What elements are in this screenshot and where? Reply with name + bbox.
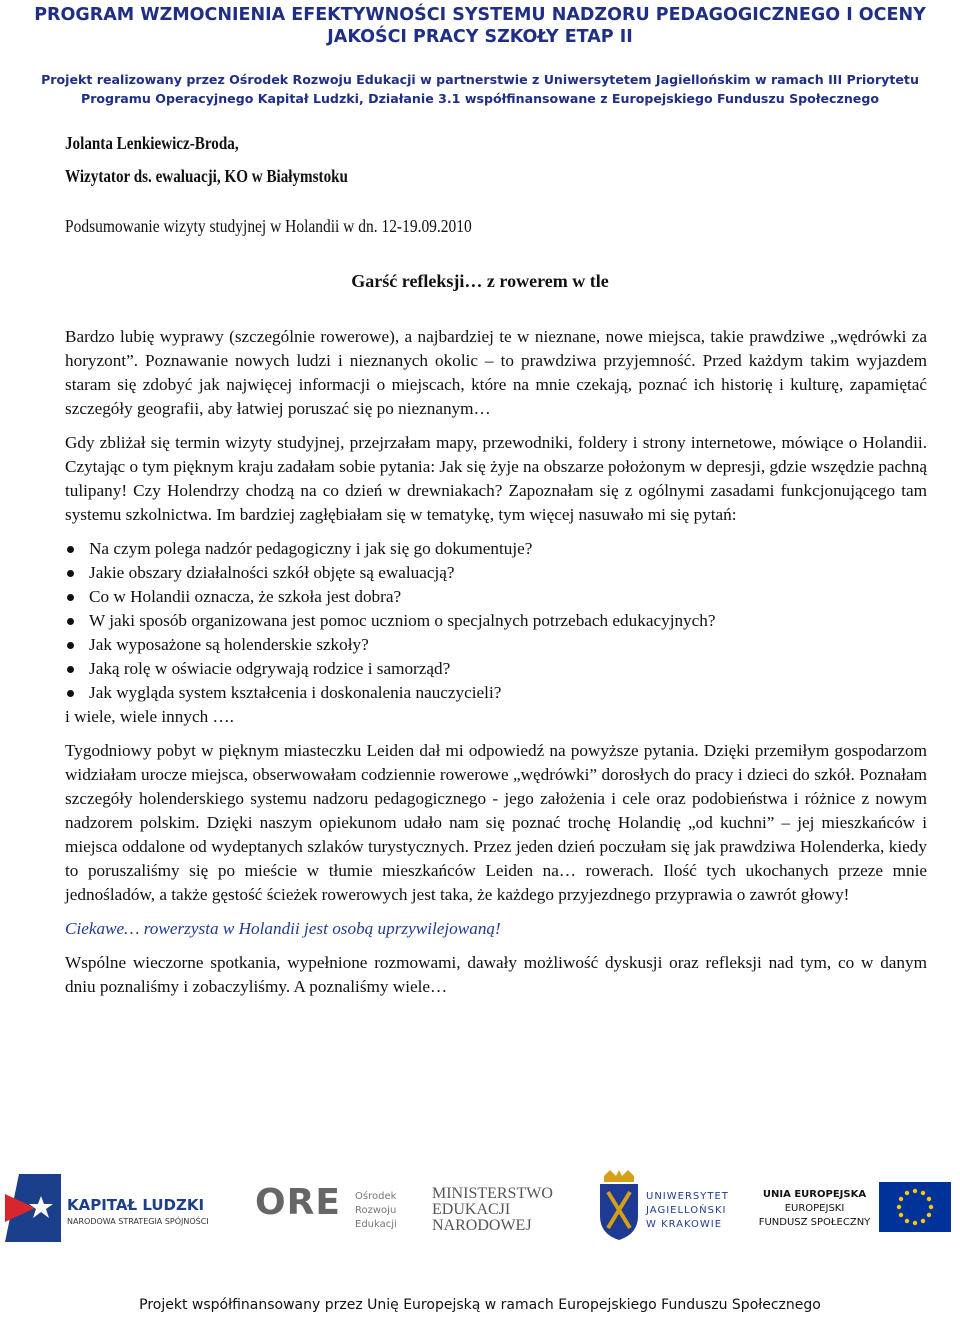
author-role: Wizytator ds. ewaluacji, KO w Białymstoku [65, 166, 348, 186]
list-item: Co w Holandii oznacza, że szkoła jest dobra? [65, 585, 927, 609]
eu-text [757, 1188, 872, 1230]
visit-summary: Podsumowanie wizyty studyjnej w Holandii w dn. 12-19.09.2010 [65, 216, 472, 236]
kapital-ludzki-emblem-icon [5, 1174, 61, 1242]
uj-text-line-2: JAGIELLOŃSKI [646, 1205, 727, 1216]
list-item: Jaką rolę w oświacie odgrywają rodzice i samorząd? [65, 657, 927, 681]
project-info [0, 70, 960, 108]
ore-text [355, 1190, 397, 1232]
uj-logo [598, 1168, 738, 1248]
list-item: Jakie obszary działalności szkół objęte są ewaluacją? [65, 561, 927, 585]
article-title: Garść refleksji… z rowerem w tle [351, 271, 609, 291]
author-block [65, 127, 348, 193]
paragraph-intro: Bardzo lubię wyprawy (szczególnie rowerowe), a najbardziej te w nieznane, nowe miejsca, takie prawdziwe „wędrówki za horyzont”. Poznawanie nowych ludzi i nieznanych okolic – to prawdziwa przyjemność. Przed każdym takim wyjazdem staram się zdobyć jak najwięcej informacji o miejscach, które na mnie czekają, poznać ich historię i kulturę, zapamiętać szczegóły geografii, aby łatwiej poruszać się po nieznanym… [65, 327, 927, 418]
ministry-text-line-2: EDUKACJI [432, 1201, 511, 1218]
paragraph-preparation: Gdy zbliżał się termin wizyty studyjnej, przejrzałam mapy, przewodniki, foldery i strony internetowe, mówiące o Holandii. Czytając o tym pięknym kraju zadałam sobie pytania: Jak się żyje na obszarze położonym w depresji, gdzie wszędzie pachną tulipany! Czy Holendrzy chodzą na co dzień w drewniakach? Zapoznałam się z ogólnymi zasadami funkcjonującego tam systemu szkolnictwa. Im bardziej zagłębiałam się w tematykę, tym więcej nasuwało mi się pytań: [65, 433, 927, 524]
eu-text-line-3: FUNDUSZ SPOŁECZNY [758, 1217, 871, 1228]
ore-mark: ORE [255, 1182, 341, 1223]
kapital-ludzki-title: KAPITAŁ LUDZKI [67, 1196, 205, 1214]
eu-text-line-1: UNIA EUROPEJSKA [762, 1189, 867, 1200]
uj-text [646, 1190, 729, 1232]
program-title-line-1: PROGRAM WZMOCNIENIA EFEKTYWNOŚCI SYSTEMU NADZORU PEDAGOGICZNEGO I OCENY [34, 5, 926, 25]
project-info-line-2: Programu Operacyjnego Kapitał Ludzki, Działanie 3.1 współfinansowane z Europejskiego Funduszu Społecznego [80, 91, 880, 106]
eu-flag-icon [879, 1182, 951, 1232]
eu-logo [757, 1168, 952, 1248]
program-title [0, 4, 960, 48]
list-item: Jak wyposażone są holenderskie szkoły? [65, 633, 927, 657]
project-info-line-1: Projekt realizowany przez Ośrodek Rozwoju Edukacji w partnerstwie z Uniwersytetem Jagiellońskim w ramach III Priorytetu [41, 72, 919, 87]
paragraph-evenings: Wspólne wieczorne spotkania, wypełnione rozmowami, dawały możliwość dyskusji oraz refleksji nad tym, co w danym dniu poznaliśmy i zobaczyliśmy. A poznaliśmy wiele… [65, 953, 927, 996]
ministry-text-line-3: NARODOWEJ [432, 1217, 532, 1234]
list-item: Jak wygląda system kształcenia i doskonalenia nauczycieli? [65, 681, 927, 705]
program-title-line-2: JAKOŚCI PRACY SZKOŁY ETAP II [327, 27, 633, 47]
paragraph-leiden: Tygodniowy pobyt w pięknym miasteczku Leiden dał mi odpowiedź na powyższe pytania. Dzięki przemiłym gospodarzom widziałam urocze miejsca, obserwowałam codziennie rowerowe „wędrówki” dorosłych do pracy i dzieci do szkół. Poznałam szczegóły holenderskiego systemu nadzoru pedagogicznego - jego założenia i cele oraz podobieństwa i różnice z nowym nadzorem polskim. Dzięki naszym opiekunom udało nam się poznać trochę Holandię „od kuchni” – jej mieszkańców i miejsca oddalone od wydeptanych szlaków turystycznych. Przez jeden dzień poczułam się jak prawdziwa Holenderka, kiedy to poruszaliśmy się po mieście w tłumie mieszkańców Leiden na… rowerach. Ilość tych ukochanych przeze mnie jednośladów, a także gęstość ścieżek rowerowych jest taka, że każdego przyjezdnego przyprawia o zawrót głowy! [65, 741, 927, 904]
ministry-logo [432, 1168, 562, 1248]
footer-cofinancing: Projekt współfinansowany przez Unię Europejską w ramach Europejskiego Funduszu Społecznego [139, 1297, 821, 1313]
ministry-text [432, 1186, 553, 1234]
uj-text-line-1: UNIWERSYTET [646, 1191, 729, 1202]
italic-note: Ciekawe… rowerzysta w Holandii jest osobą uprzywilejowaną! [65, 919, 501, 938]
author-name: Jolanta Lenkiewicz-Broda, [65, 133, 239, 153]
questions-list [65, 537, 927, 705]
paragraph-after-list: i wiele, wiele innych …. [65, 707, 234, 726]
ore-text-line-3: Edukacji [355, 1219, 397, 1230]
partner-logos [0, 1168, 960, 1258]
ore-text-line-1: Ośrodek [355, 1191, 397, 1202]
ore-text-line-2: Rozwoju [355, 1205, 397, 1216]
article-body [65, 325, 927, 999]
ore-logo [255, 1168, 410, 1248]
ministry-text-line-1: MINISTERSTWO [432, 1185, 553, 1202]
kapital-ludzki-logo [5, 1168, 215, 1248]
kapital-ludzki-subtitle: NARODOWA STRATEGIA SPÓJNOŚCI [67, 1217, 209, 1226]
uj-text-line-3: W KRAKOWIE [646, 1219, 723, 1230]
eu-text-line-2: EUROPEJSKI [784, 1203, 845, 1214]
list-item: Na czym polega nadzór pedagogiczny i jak się go dokumentuje? [65, 537, 927, 561]
list-item: W jaki sposób organizowana jest pomoc uczniom o specjalnych potrzebach edukacyjnych? [65, 609, 927, 633]
uj-crest-icon [598, 1170, 640, 1240]
